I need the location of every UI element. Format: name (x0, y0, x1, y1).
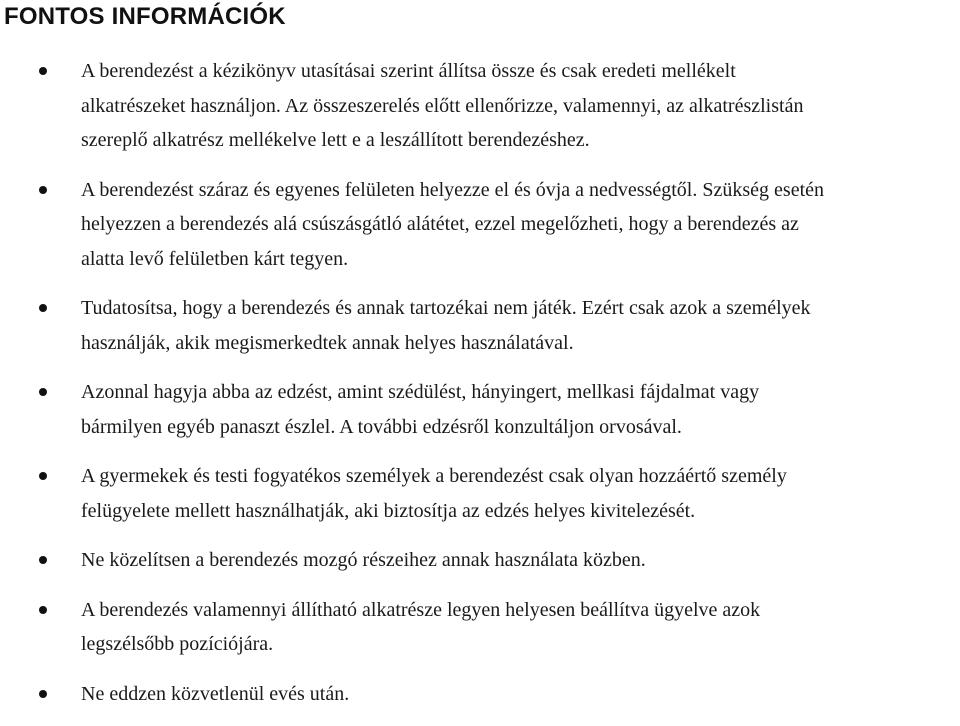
list-item-line: Ne eddzen közvetlenül evés után. (81, 682, 350, 705)
list-item-line: Azonnal hagyja abba az edzést, amint szédülést, hányingert, mellkasi fájdalmat vagy (81, 381, 760, 403)
bullet-dot-icon (39, 556, 47, 564)
bullet-dot-icon (39, 67, 47, 75)
list-item (0, 291, 960, 360)
bullet-dot-icon (39, 606, 47, 614)
list-item-line: A berendezést a kézikönyv utasításai szerint állítsa össze és csak eredeti mellékelt (81, 60, 736, 82)
list-item (0, 677, 960, 712)
list-item-line: alkatrészeket használjon. Az összeszerelés előtt ellenőrizze, valamennyi, az alkatrészlistán (81, 94, 804, 117)
bullet-dot-icon (39, 186, 47, 194)
bullet-dot-icon (39, 690, 47, 698)
bullet-dot-icon (39, 472, 47, 480)
list-item-line: Tudatosítsa, hogy a berendezés és annak tartozékai nem játék. Ezért csak azok a személyek (81, 297, 811, 319)
list-item-line: legszélsőbb pozíciójára. (81, 633, 274, 655)
list-item-line: szereplő alkatrész mellékelve lett e a leszállított berendezéshez. (81, 129, 590, 151)
list-item-line: A gyermekek és testi fogyatékos személyek a berendezést csak olyan hozzáértő személy (81, 465, 787, 487)
list-item-line: A berendezés valamennyi állítható alkatrésze legyen helyesen beállítva ügyelve azok (81, 598, 761, 621)
list-item (0, 375, 960, 444)
list-item-line: használják, akik megismerkedtek annak helyes használatával. (81, 331, 574, 354)
list-item-line: bármilyen egyéb panaszt észlel. A további edzésről konzultáljon orvosával. (81, 415, 682, 438)
list-item (0, 173, 960, 277)
list-item-line: A berendezést száraz és egyenes felületen helyezze el és óvja a nedvességtől. Szükség esetén (81, 178, 824, 201)
list-item-line: felügyelete mellett használhatják, aki biztosítja az edzés helyes kivitelezését. (81, 499, 696, 522)
page-title: FONTOS INFORMÁCIÓK (4, 3, 286, 30)
list-item-line: helyezzen a berendezés alá csúszásgátló alátétet, ezzel megelőzheti, hogy a berendezés az (81, 213, 799, 235)
list-item (0, 543, 960, 578)
bullet-list (0, 54, 960, 726)
list-item (0, 459, 960, 528)
list-item-line: Ne közelítsen a berendezés mozgó részeihez annak használata közben. (81, 549, 646, 571)
bullet-dot-icon (39, 304, 47, 312)
list-item (0, 593, 960, 662)
list-item (0, 54, 960, 158)
list-item-line: alatta levő felületben kárt tegyen. (81, 247, 349, 270)
bullet-dot-icon (39, 388, 47, 396)
